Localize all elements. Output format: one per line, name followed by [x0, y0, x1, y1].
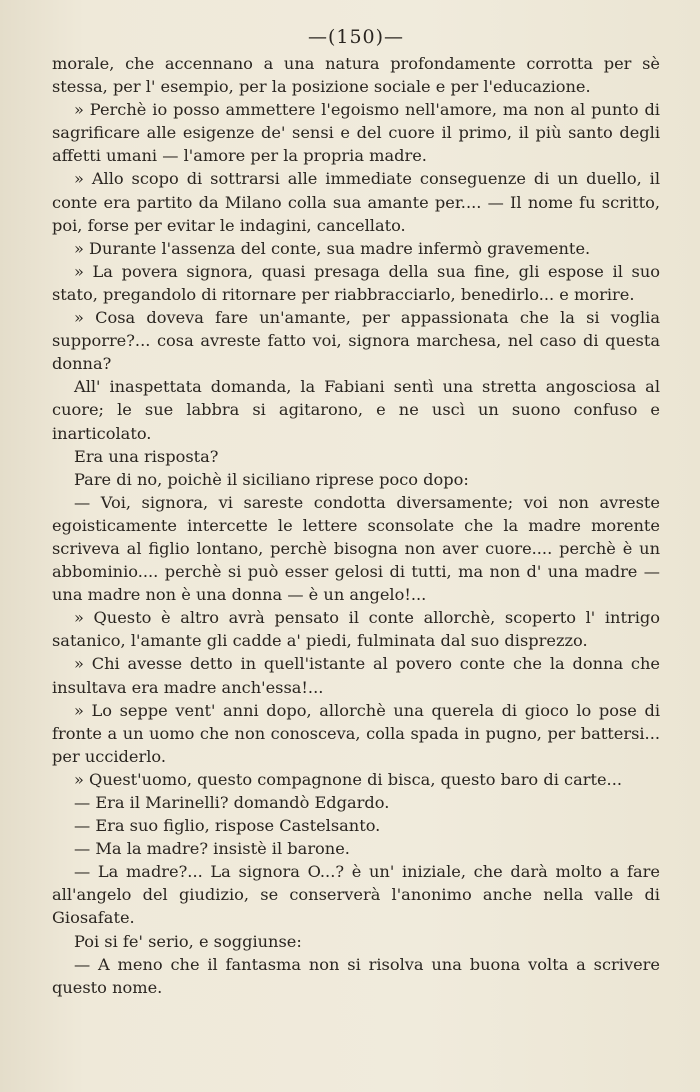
page-text	[52, 52, 660, 999]
paragraph: » Cosa doveva fare un'amante, per appassionata che la si voglia supporre?... cosa avreste fatto voi, signora marchesa, nel caso di questa donna?	[52, 308, 660, 374]
paragraph: — Era suo figlio, rispose Castelsanto.	[74, 816, 381, 836]
paragraph: All' inaspettata domanda, la Fabiani sentì una stretta angosciosa al cuore; le sue labbra si agitarono, e ne uscì un suono confuso e inarticolato.	[52, 377, 660, 443]
paragraph: Era una risposta?	[74, 446, 219, 466]
paragraph: » Questo è altro avrà pensato il conte allorchè, scoperto l' intrigo satanico, l'amante gli cadde a' piedi, fulminata dal suo disprezzo.	[52, 608, 660, 651]
paragraph: Pare di no, poichè il siciliano riprese poco dopo:	[74, 469, 469, 489]
paragraph: — A meno che il fantasma non si risolva una buona volta a scrivere questo nome.	[52, 954, 660, 997]
paragraph: » Lo seppe vent' anni dopo, allorchè una querela di gioco lo pose di fronte a un uomo che non conosceva, colla spada in pugno, per battersi... per ucciderlo.	[52, 700, 660, 766]
page-number: —(150)—	[307, 26, 405, 48]
paragraph: » Allo scopo di sottrarsi alle immediate conseguenze di un duello, il conte era partito da Milano colla sua amante per.... — Il nome fu scritto, poi, forse per evitar le indagini, cancellato.	[52, 169, 660, 235]
paragraph: » Quest'uomo, questo compagnone di bisca, questo baro di carte...	[74, 769, 622, 789]
paragraph: — La madre?... La signora O...? è un' iniziale, che darà molto a fare all'angelo del giudizio, se conserverà l'anonimo anche nella valle di Giosafate.	[52, 862, 660, 928]
paragraph: » Chi avesse detto in quell'istante al povero conte che la donna che insultava era madre anch'essa!...	[52, 654, 660, 697]
paragraph: Poi si fe' serio, e soggiunse:	[74, 931, 302, 951]
paragraph: — Ma la madre? insistè il barone.	[74, 839, 350, 859]
paragraph: — Voi, signora, vi sareste condotta diversamente; voi non avreste egoisticamente intercette le lettere sconsolate che la madre morente scriveva al figlio lontano, perchè bisogna non aver cuore.... perchè è un abbominio.... perchè si può esser gelosi di tutti, ma non d' una madre — una madre non è una donna — è un angelo!...	[52, 492, 660, 605]
paragraph: morale, che accennano a una natura profondamente corrotta per sè stessa, per l' esempio, per la posizione sociale e per l'educazione.	[52, 54, 660, 97]
paragraph: — Era il Marinelli? domandò Edgardo.	[74, 793, 390, 812]
paragraph: » Durante l'assenza del conte, sua madre infermò gravemente.	[74, 238, 591, 258]
paragraph: » Perchè io posso ammettere l'egoismo nell'amore, ma non al punto di sagrificare alle esigenze de' sensi e del cuore il primo, il più santo degli affetti umani — l'amore per la propria madre.	[52, 100, 660, 166]
paragraph: » La povera signora, quasi presaga della sua fine, gli espose il suo stato, pregandolo di ritornare per riabbracciarlo, benedirlo... e morire.	[52, 261, 660, 304]
